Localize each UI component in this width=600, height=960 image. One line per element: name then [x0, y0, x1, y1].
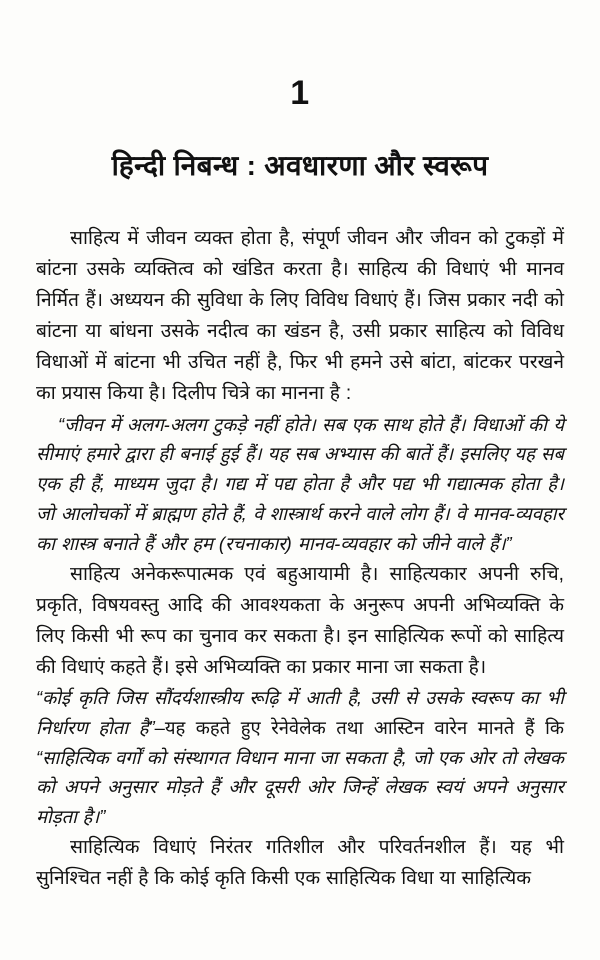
paragraph-3: साहित्यिक विधाएं निरंतर गतिशील और परिवर्तनशील हैं। यह भी सुनिश्चित नहीं है कि कोई कृति किसी एक साहित्यिक विधा या साहित्यिक	[36, 837, 564, 890]
chapter-title: हिन्दी निबन्ध : अवधारणा और स्वरूप	[111, 150, 489, 181]
block-quote-2	[36, 683, 564, 832]
body-text	[36, 223, 564, 894]
chapter-number: 1	[290, 74, 310, 112]
block-quote-2-part-1: “कोई कृति जिस सौंदर्यशास्त्रीय रूढ़ि में आती है, उसी से उसके स्वरूप का भी निर्धारण होता है”	[36, 687, 564, 738]
block-quote-2-connector: –यह कहते हुए रेनेवेलेक तथा आस्टिन वारेन मानते हैं कि	[154, 716, 564, 738]
paragraph-2: साहित्य अनेकरूपात्मक एवं बहुआयामी है। साहित्यकार अपनी रुचि, प्रकृति, विषयवस्तु आदि की आवश्यकता के अनुरूप अपनी अभिव्यक्ति के लिए किसी भी रूप का चुनाव कर सकता है। इन साहित्यिक रूपों को साहित्य की विधाएं कहते हैं। इसे अभिव्यक्ति का प्रकार माना जा सकता है।	[36, 563, 564, 678]
paragraph-1: साहित्य में जीवन व्यक्त होता है, संपूर्ण जीवन और जीवन को टुकड़ों में बांटना उसके व्यक्तित्व को खंडित करता है। साहित्य की विधाएं भी मानव निर्मित हैं। अध्ययन की सुविधा के लिए विविध विधाएं हैं। जिस प्रकार नदी को बांटना या बांधना उसके नदीत्व का खंडन है, उसी प्रकार साहित्य को विविध विधाओं में बांटना भी उचित नहीं है, फिर भी हमने उसे बांटा, बांटकर परखने का प्रयास किया है। दिलीप चित्रे का मानना है :	[36, 228, 564, 405]
page-content	[36, 0, 564, 894]
block-quote-2-part-2: “साहित्यिक वर्गों को संस्थागत विधान माना जा सकता है, जो एक ओर तो लेखक को अपने अनुसार मोड़ते हैं और दूसरी ओर जिन्हें लेखक स्वयं अपने अनुसार मोड़ता है।”	[36, 746, 564, 828]
block-quote-1: “जीवन में अलग-अलग टुकड़े नहीं होते। सब एक साथ होते हैं। विधाओं की ये सीमाएं हमारे द्वारा ही बनाई हुई हैं। यह सब अभ्यास की बातें हैं। इसलिए यह सब एक ही हैं, माध्यम जुदा है। गद्य में पद्य होता है और पद्य भी गद्यात्मक होता है। जो आलोचकों में ब्राह्मण होते हैं, वे शास्त्रार्थ करने वाले लोग हैं। वे मानव-व्यवहार का शास्त्र बनाते हैं और हम (रचनाकार) मानव-व्यवहार को जीने वाले हैं।”	[36, 413, 564, 554]
